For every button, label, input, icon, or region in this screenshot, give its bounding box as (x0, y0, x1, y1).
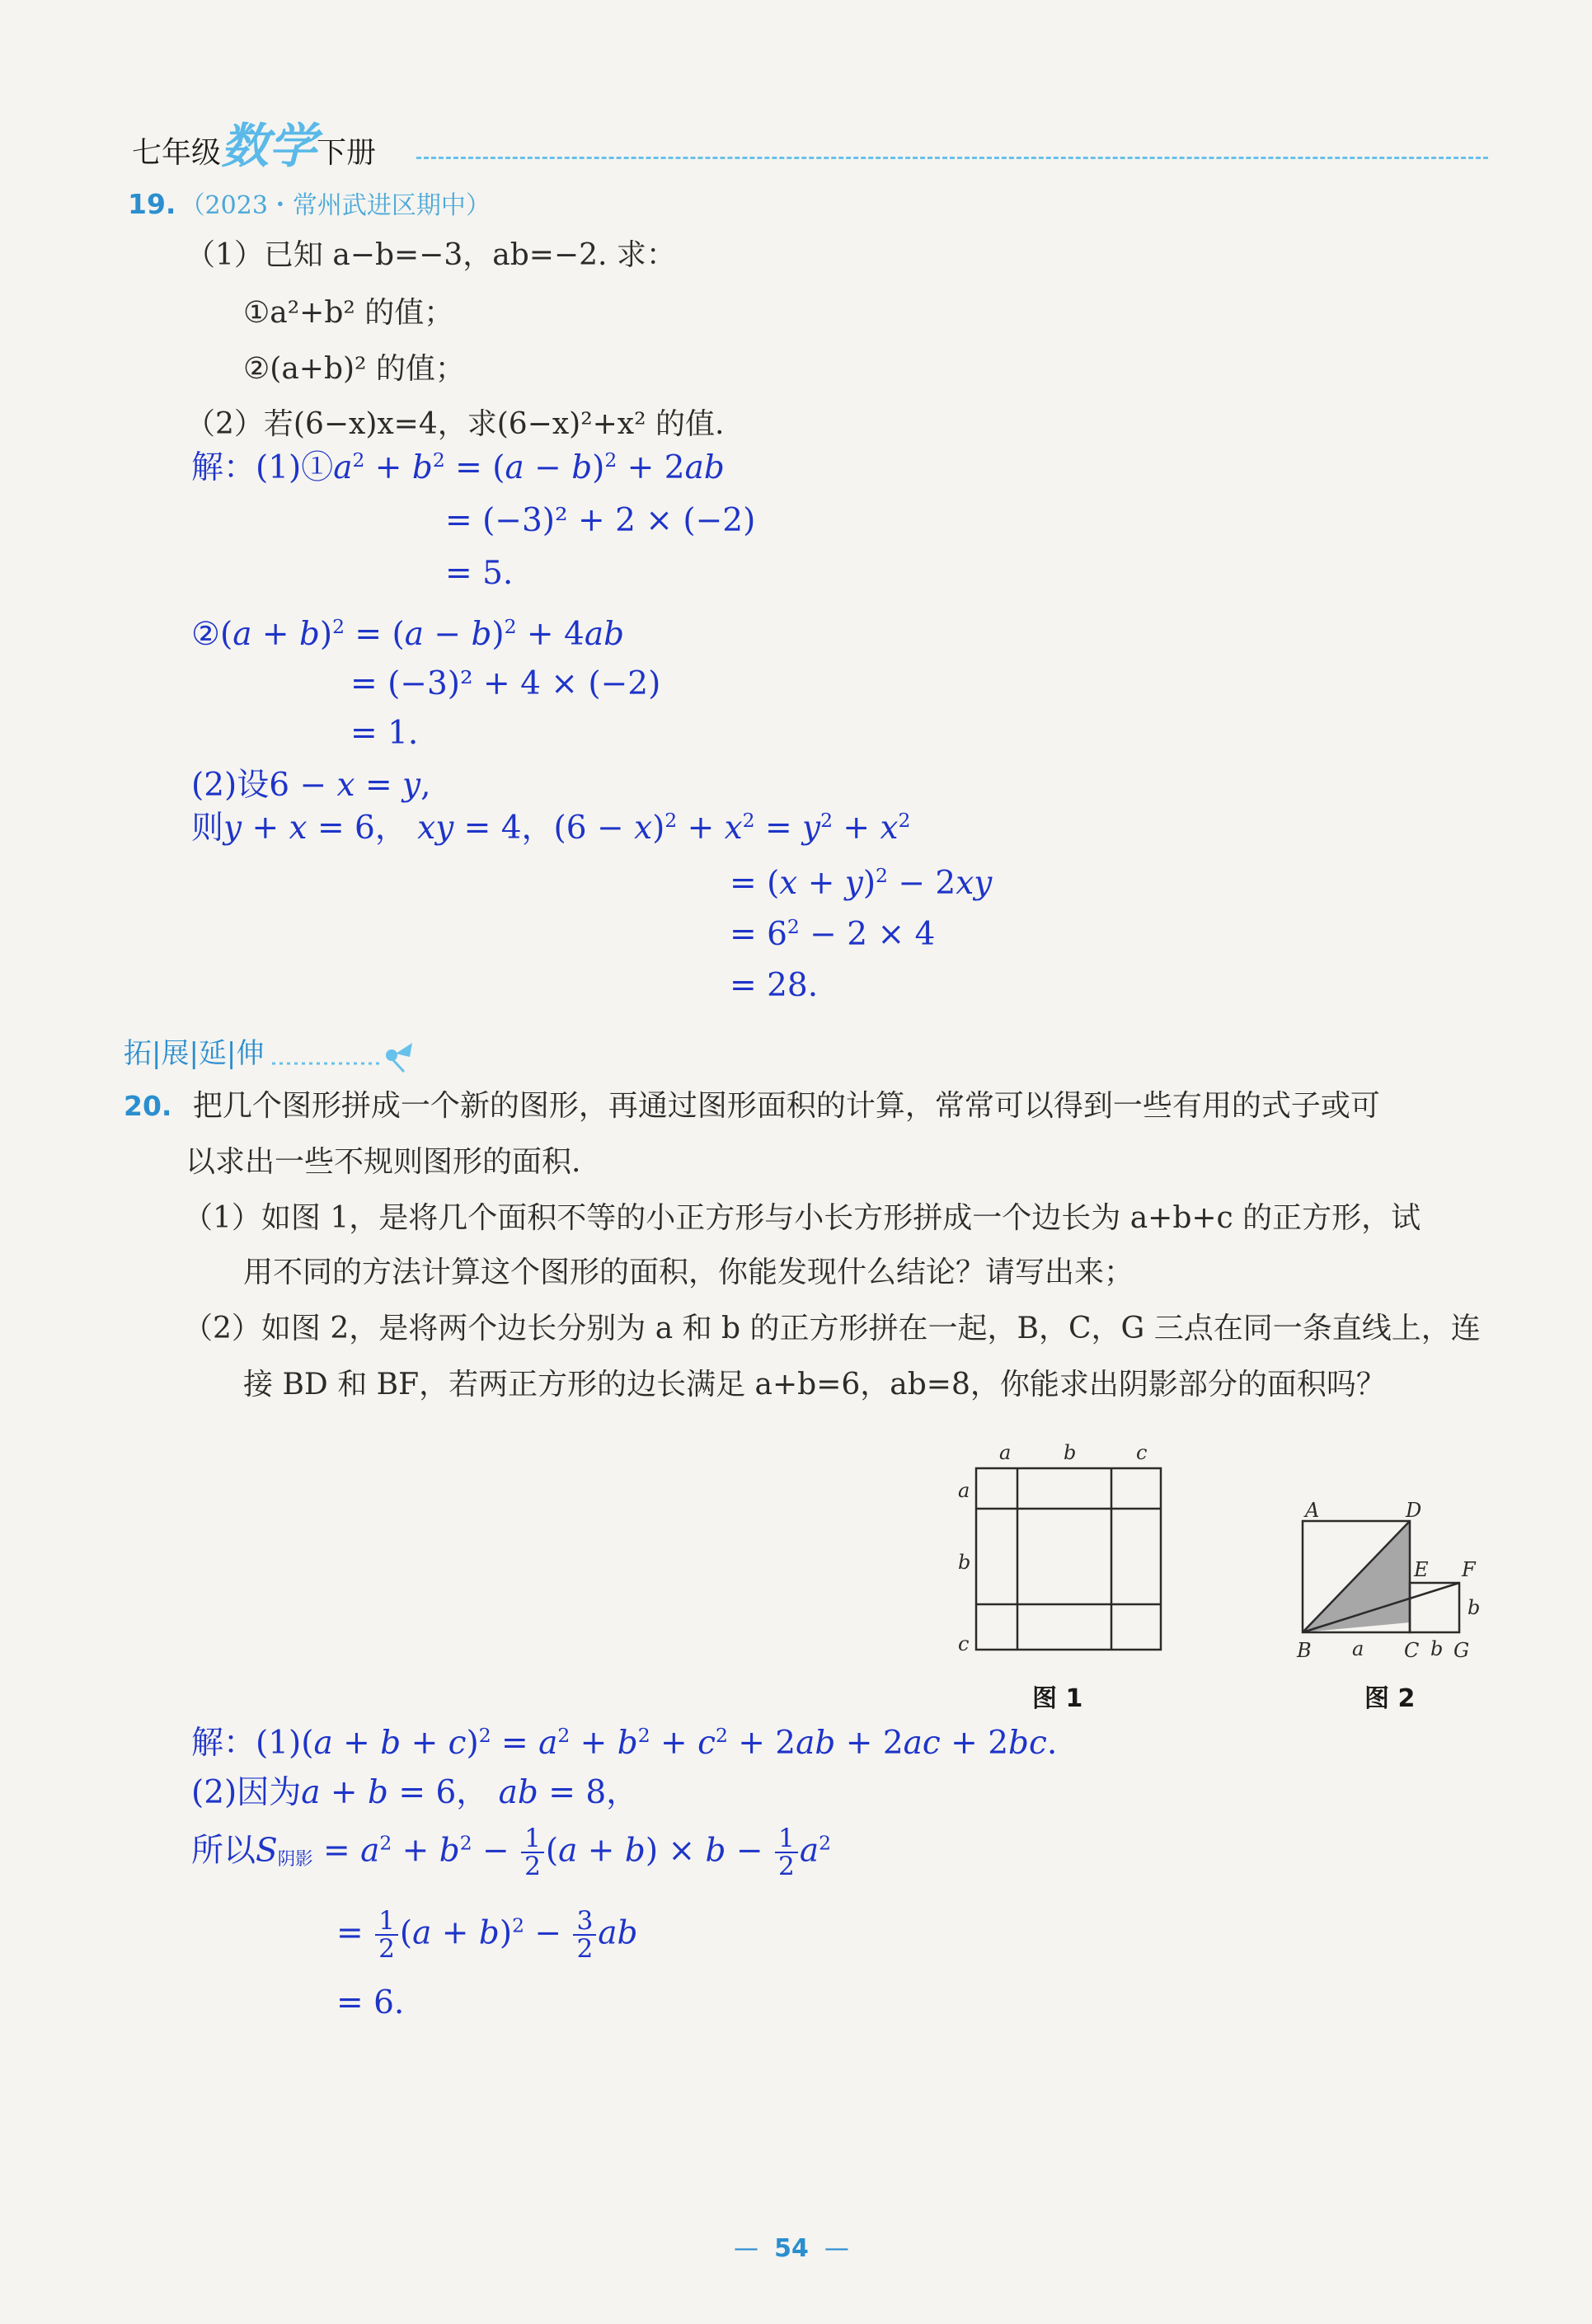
q19-sol-then: 则 (191, 810, 224, 847)
q20-part2-line1: （2）如图 2，是将两个边长分别为 a 和 b 的正方形拼在一起，B，C，G 三点在同一条直线上，连 (183, 1312, 1481, 1345)
q20-sol-so: 所以 (191, 1832, 256, 1870)
q20-sol-line1: 解：$(1)(a + b + c)^2 = a^2 + b^2 + c^2 + 2ab + 2ac + 2bc$. (191, 1723, 1058, 1762)
q20-part2-line2: 接 BD 和 BF，若两正方形的边长满足 a+b=6，ab=8，你能求出阴影部分的面积吗？ (243, 1368, 1386, 1401)
q19-sol-set: (2)设 (191, 767, 270, 804)
q20-part1-line1: （1）如图 1，是将几个面积不等的小正方形与小长方形拼成一个边长为 a+b+c 的正方形，试 (183, 1201, 1421, 1235)
fig1-top-label-a: a (999, 1441, 1012, 1464)
q19-part1: （1）已知 a−b=−3，ab=−2. 求： (185, 238, 676, 272)
q19-sol-line10: = $6^2 - 2 \times 4$ (730, 914, 936, 953)
fig2-label-a: a (1352, 1637, 1364, 1660)
q20-sol-line2: (2)因为a + b = 6， ab = 8， (191, 1774, 639, 1811)
q20-sol-line5: = 6. (336, 1984, 405, 2021)
q20-sol-line3: 所以$S_{阴影} = a^2 + b^2$ − $\frac{1}{2}$ (a + b) × b − $\frac{1}{2}$ $a^2$ (191, 1824, 831, 1882)
section-title: 拓|展|延|伸 (124, 1037, 265, 1070)
subject-logo: 数学 (221, 118, 317, 174)
q19-sol-line11: = 28. (730, 967, 819, 1004)
q19-sol-line1: 解：$(1)①a^2 + b^2 = (a - b)^2 + 2ab$ (191, 448, 725, 486)
fig1-side-label-c: c (958, 1632, 970, 1655)
q19-sol-line5: = (−3)² + 4 × (−2) (350, 665, 661, 702)
q20-sol-because: (2)因为 (191, 1774, 302, 1811)
section-decoration-icon (268, 1039, 425, 1080)
q19-sol-line6: = 1. (350, 715, 419, 752)
q20-stem-line2: 以求出一些不规则图形的面积. (185, 1145, 581, 1179)
q19-sol-line8: 则y + x = 6， xy = 4，$(6 - x)^2 + x^2 = y^2 + x^2$ (191, 808, 911, 847)
q19-number: 19. (128, 188, 176, 220)
q19-sol-line4: ②(a + $b)^2 = (a - b)^2 + 4ab$ (191, 614, 625, 653)
figure-1 (948, 1434, 1171, 1674)
q19-sol-prefix: 解：(1)① (191, 449, 334, 486)
fig2-point-C: C (1404, 1639, 1420, 1662)
fig2-point-D: D (1406, 1499, 1422, 1522)
volume-label: 下册 (317, 136, 377, 170)
fig2-point-F: F (1462, 1558, 1476, 1581)
fig1-top-label-b: b (1064, 1441, 1077, 1464)
q20-sol-shade-subscript: 阴影 (277, 1848, 313, 1870)
figure-2 (1282, 1484, 1496, 1665)
fig2-point-B: B (1297, 1639, 1312, 1662)
q19-sol-line9: = $(x + y)^2 - 2xy$ (730, 863, 993, 902)
q19-part1a: ①a²+b² 的值； (243, 296, 454, 330)
q19-sol-line2: = (−3)² + 2 × (−2) (445, 502, 756, 539)
fig2-point-G: G (1453, 1639, 1470, 1662)
q20-sol-prefix: 解：(1) (191, 1725, 302, 1762)
fig1-side-label-b: b (958, 1551, 971, 1574)
fig1-outer-square (976, 1468, 1161, 1650)
q20-stem1: 把几个图形拼成一个新的图形，再通过图形面积的计算，常常可以得到一些有用的式子或可 (192, 1089, 1380, 1123)
q20-stem-line1 (124, 1089, 1380, 1123)
section-heading (124, 1031, 425, 1080)
fig2-point-A: A (1305, 1499, 1320, 1522)
footer-dash-right: — (808, 2234, 849, 2263)
fig2-caption: 图 2 (1364, 1684, 1416, 1713)
q19-sol-line3: = 5. (445, 555, 514, 592)
q20-sol-line4: = $\frac{1}{2}$ $(a + b)^2$ − $\frac{3}{2}$ ab (336, 1906, 638, 1965)
q19-title (128, 185, 491, 221)
page-number: 54 (774, 2234, 809, 2263)
q19-part1b: ②(a+b)² 的值； (243, 352, 465, 386)
q20-number: 20. (124, 1090, 172, 1122)
fig1-side-label-a: a (958, 1479, 970, 1502)
q19-sol-circle2: ② (191, 616, 220, 653)
q19-source: （2023・常州武进区期中） (180, 191, 491, 220)
q20-part1-line2: 用不同的方法计算这个图形的面积，你能发现什么结论？请写出来； (243, 1256, 1134, 1289)
fig1-caption: 图 1 (1032, 1684, 1083, 1713)
fig2-point-E: E (1414, 1558, 1429, 1581)
fig2-label-b-bottom: b (1430, 1637, 1444, 1660)
fig1-top-label-c: c (1136, 1441, 1148, 1464)
page-footer (734, 2234, 849, 2263)
header-divider (416, 157, 1488, 159)
q19-sol-line7: (2)设6 − x = y, (191, 767, 431, 804)
page-header (132, 107, 376, 176)
grade-label: 七年级 (132, 136, 222, 170)
footer-dash-left: — (734, 2234, 775, 2263)
fig2-label-b-side: b (1468, 1596, 1481, 1619)
q19-part2: （2）若(6−x)x=4，求(6−x)²+x² 的值. (185, 407, 725, 441)
